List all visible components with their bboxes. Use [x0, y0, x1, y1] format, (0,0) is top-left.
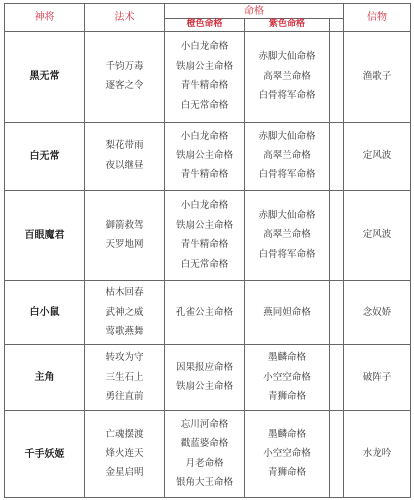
blank-cell [330, 32, 344, 123]
header-blank [330, 19, 344, 32]
header-character: 神将 [5, 4, 85, 32]
purple-fate-item: 白骨将军命格 [258, 248, 316, 260]
purple-fate-item: 赤脚大仙命格 [258, 209, 316, 221]
purple-fate-cell [245, 281, 330, 345]
table-row [5, 281, 411, 345]
spell-item: 御箭救驾 [105, 219, 144, 231]
orange-fate-cell [165, 281, 245, 345]
blank-cell [330, 190, 344, 281]
purple-fate-item: 青狮命格 [267, 391, 306, 403]
header-relic: 信物 [344, 4, 411, 32]
spell-item: 金星启明 [105, 467, 144, 479]
header-spells: 法术 [85, 4, 165, 32]
purple-fate-item: 高翠兰命格 [263, 150, 311, 162]
orange-fate-item: 白无常命格 [180, 99, 229, 111]
blank-cell [330, 345, 344, 411]
purple-fate-item: 高翠兰命格 [263, 70, 311, 82]
spell-cell [85, 190, 165, 281]
blank-cell [330, 411, 344, 498]
blank-cell [330, 122, 344, 190]
spell-item: 千钧万毒 [105, 60, 144, 72]
orange-fate-item: 小白龙命格 [180, 130, 229, 142]
orange-fate-item: 铁扇公主命格 [175, 150, 233, 162]
purple-fate-item: 小空空命格 [263, 371, 311, 383]
spell-cell [85, 281, 165, 345]
orange-fate-item: 月老命格 [185, 457, 224, 469]
character-name: 百眼魔君 [5, 190, 85, 281]
relic-cell: 渔歌子 [344, 32, 411, 123]
spell-cell [85, 411, 165, 498]
purple-fate-item: 燕同妲命格 [263, 306, 311, 318]
purple-fate-cell [245, 190, 330, 281]
purple-fate-item: 白骨将军命格 [258, 90, 316, 102]
spell-item: 转攻为守 [105, 352, 144, 364]
orange-fate-cell [165, 411, 245, 498]
spell-cell [85, 32, 165, 123]
orange-fate-item: 忘川河命格 [180, 418, 229, 430]
header-orange-fate: 橙色命格 [165, 19, 245, 32]
spell-cell [85, 345, 165, 411]
character-name: 白小鼠 [5, 281, 85, 345]
table-row [5, 32, 411, 123]
orange-fate-item: 因果报应命格 [175, 361, 233, 373]
purple-fate-item: 墨麟命格 [267, 428, 306, 440]
purple-fate-item: 白骨将军命格 [258, 169, 316, 181]
purple-fate-item: 高翠兰命格 [263, 229, 311, 241]
character-name: 主角 [5, 345, 85, 411]
orange-fate-cell [165, 32, 245, 123]
spell-cell [85, 122, 165, 190]
table-row [5, 122, 411, 190]
orange-fate-item: 小白龙命格 [180, 41, 229, 53]
orange-fate-item: 银角大王命格 [175, 477, 233, 489]
relic-cell: 念奴娇 [344, 281, 411, 345]
spell-item: 夜以继昼 [105, 159, 144, 171]
spell-item: 勇往直前 [105, 391, 144, 403]
orange-fate-item: 青牛精命格 [180, 169, 229, 181]
header-fate: 命格 [165, 4, 344, 19]
purple-fate-item: 赤脚大仙命格 [258, 130, 316, 142]
spell-item: 天罗地网 [105, 239, 144, 251]
relic-cell: 水龙吟 [344, 411, 411, 498]
purple-fate-cell [245, 411, 330, 498]
relic-cell: 破阵子 [344, 345, 411, 411]
orange-fate-item: 铁扇公主命格 [175, 219, 233, 231]
character-name: 千手妖姬 [5, 411, 85, 498]
orange-fate-item: 铁扇公主命格 [175, 381, 233, 393]
spell-item: 亡魂摆渡 [105, 428, 144, 440]
character-name: 黑无常 [5, 32, 85, 123]
spell-item: 莺歌燕舞 [105, 326, 144, 338]
orange-fate-item: 小白龙命格 [180, 200, 229, 212]
relic-cell: 定风波 [344, 190, 411, 281]
purple-fate-item: 青狮命格 [267, 467, 306, 479]
table-row [5, 411, 411, 498]
orange-fate-cell [165, 190, 245, 281]
purple-fate-cell [245, 345, 330, 411]
purple-fate-cell [245, 32, 330, 123]
purple-fate-item: 赤脚大仙命格 [258, 51, 316, 63]
orange-fate-cell [165, 122, 245, 190]
orange-fate-item: 白无常命格 [180, 258, 229, 270]
relic-cell: 定风波 [344, 122, 411, 190]
purple-fate-cell [245, 122, 330, 190]
table-row [5, 190, 411, 281]
header-purple-fate: 紫色命格 [245, 19, 330, 32]
spell-item: 烽火连天 [105, 447, 144, 459]
purple-fate-item: 小空空命格 [263, 447, 311, 459]
orange-fate-item: 青牛精命格 [180, 239, 229, 251]
spell-item: 梨花带雨 [105, 140, 144, 152]
orange-fate-cell [165, 345, 245, 411]
fate-table [4, 3, 411, 498]
purple-fate-item: 墨麟命格 [267, 352, 306, 364]
spell-item: 武神之威 [105, 306, 144, 318]
spell-item: 逐客之令 [105, 80, 144, 92]
blank-cell [330, 281, 344, 345]
orange-fate-item: 孔雀公主命格 [175, 306, 233, 318]
table-row [5, 345, 411, 411]
spell-item: 三生石上 [105, 371, 144, 383]
spell-item: 枯木回春 [105, 287, 144, 299]
orange-fate-item: 戳蓝婆命格 [180, 438, 229, 450]
orange-fate-item: 铁扇公主命格 [175, 60, 233, 72]
character-name: 白无常 [5, 122, 85, 190]
orange-fate-item: 青牛精命格 [180, 80, 229, 92]
